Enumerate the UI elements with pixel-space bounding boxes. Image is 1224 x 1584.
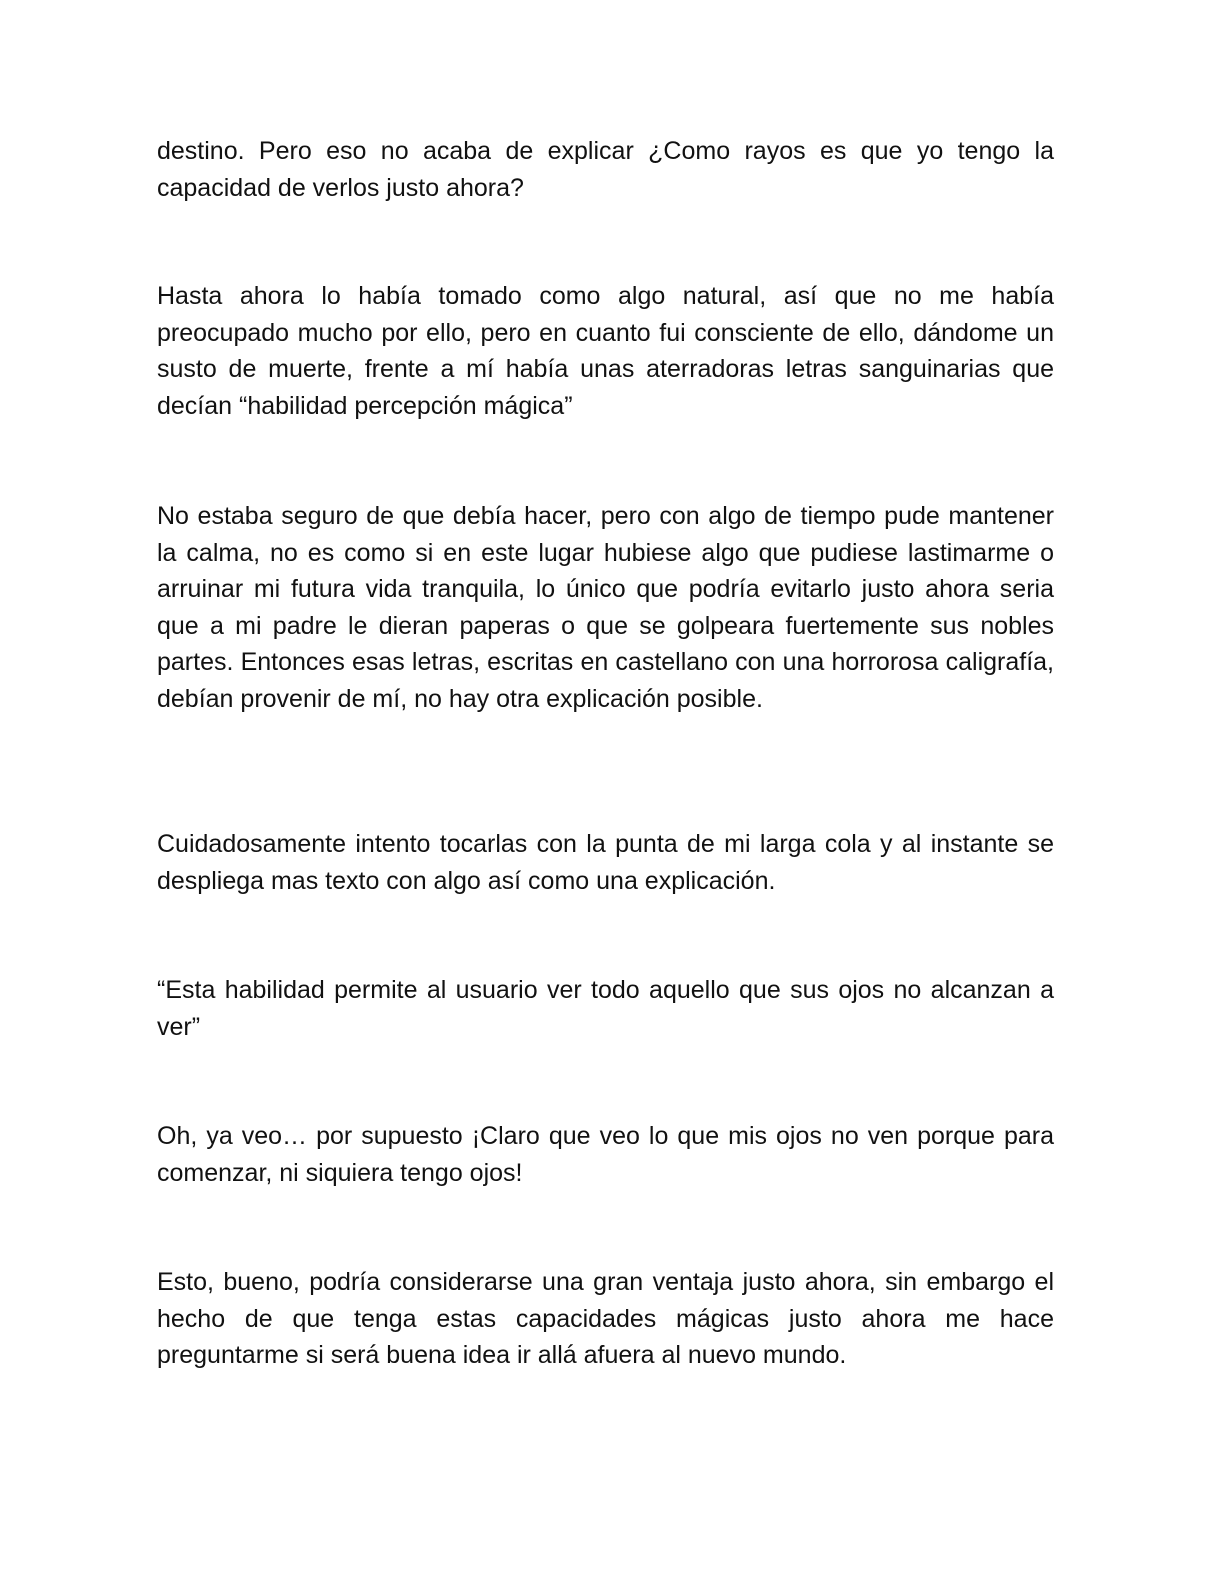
- paragraph-3: No estaba seguro de que debía hacer, pero con algo de tiempo pude mantener la calma, no es como si en este lugar hubiese algo que pudiese lastimarme o arruinar mi futura vida tranquila, lo único que podría evitarlo justo ahora seria que a mi padre le dieran paperas o que se golpeara fuertemente sus nobles partes. Entonces esas letras, escritas en castellano con una horrorosa caligrafía, debían provenir de mí, no hay otra explicación posible.: [157, 502, 1054, 713]
- paragraph-5-quote: “Esta habilidad permite al usuario ver todo aquello que sus ojos no alcanzan a ver”: [157, 976, 1054, 1041]
- paragraph-2: Hasta ahora lo había tomado como algo natural, así que no me había preocupado mucho por ello, pero en cuanto fui consciente de ello, dándome un susto de muerte, frente a mí había unas aterradoras letras sanguinarias que decían “habilidad percepción mágica”: [157, 282, 1054, 420]
- paragraph-6: Oh, ya veo… por supuesto ¡Claro que veo lo que mis ojos no ven porque para comenzar, ni siquiera tengo ojos!: [157, 1122, 1054, 1187]
- paragraph-1: destino. Pero eso no acaba de explicar ¿Como rayos es que yo tengo la capacidad de verlos justo ahora?: [157, 137, 1054, 202]
- paragraph-4: Cuidadosamente intento tocarlas con la punta de mi larga cola y al instante se despliega mas texto con algo así como una explicación.: [157, 830, 1054, 895]
- paragraph-7: Esto, bueno, podría considerarse una gran ventaja justo ahora, sin embargo el hecho de que tenga estas capacidades mágicas justo ahora me hace preguntarme si será buena idea ir allá afuera al nuevo mundo.: [157, 1268, 1054, 1369]
